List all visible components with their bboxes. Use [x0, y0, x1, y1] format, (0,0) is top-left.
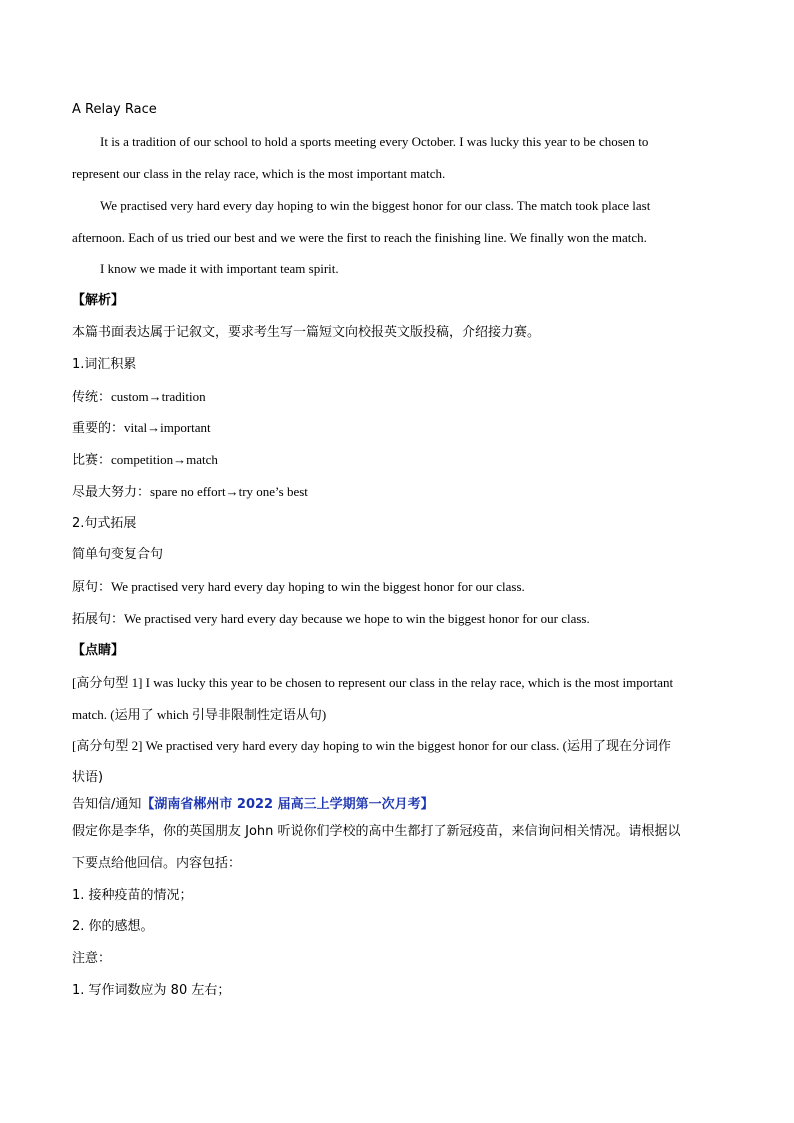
essay-paragraph-3: I know we made it with important team spirit. — [100, 261, 339, 276]
original-sentence — [72, 578, 732, 597]
expanded-label: 拓展句： — [72, 612, 125, 627]
vocab-text: custom→tradition — [111, 389, 206, 404]
task-header — [72, 796, 732, 814]
essay-title: A Relay Race — [72, 102, 157, 117]
expanded-sentence — [72, 610, 732, 629]
vocab-item — [72, 451, 732, 470]
highlight-sentence-2-line-1: [高分句型 2] We practised very hard every day hoping to win the biggest honor for our class. (运用了现在分词作 — [72, 738, 671, 753]
essay-paragraph-1-line-2: represent our class in the relay race, which is the most important match. — [72, 166, 446, 181]
highlights-heading: 【点睛】 — [72, 643, 125, 658]
vocab-label: 传统： — [72, 390, 112, 405]
expanded-text: We practised very hard every day because we hope to win the biggest honor for our class. — [124, 611, 590, 626]
analysis-heading: 【解析】 — [72, 293, 125, 308]
highlight-sentence-1-line-2: match. (运用了 which 引导非限制性定语从句) — [72, 707, 327, 722]
sentence-subtitle: 简单句变复合句 — [72, 547, 164, 562]
vocab-label: 比赛： — [72, 453, 112, 468]
task-prompt-line-1: 假定你是李华，你的英国朋友 John 听说你们学校的高中生都打了新冠疫苗，来信询问相关情况。请根据以 — [72, 824, 681, 839]
original-text: We practised very hard every day hoping to win the biggest honor for our class. — [111, 579, 525, 594]
vocab-text: spare no effort→try one’s best — [150, 484, 308, 499]
original-label: 原句： — [72, 580, 112, 595]
vocab-title: 1.词汇积累 — [72, 357, 137, 372]
vocab-item — [72, 419, 732, 438]
vocab-label: 重要的： — [72, 421, 125, 436]
task-category: 告知信/通知 — [72, 797, 142, 812]
vocab-text: vital→important — [124, 420, 211, 435]
vocab-item — [72, 388, 732, 407]
vocab-item — [72, 483, 732, 502]
analysis-intro: 本篇书面表达属于记叙文，要求考生写一篇短文向校报英文版投稿，介绍接力赛。 — [72, 325, 541, 340]
essay-paragraph-2-line-2: afternoon. Each of us tried our best and we were the first to reach the finishing line. We finally won the match. — [72, 230, 647, 245]
sentence-title: 2.句式拓展 — [72, 516, 137, 531]
note-label: 注意： — [72, 951, 112, 966]
vocab-text: competition→match — [111, 452, 218, 467]
highlight-sentence-2-line-2: 状语) — [72, 770, 104, 785]
task-prompt-line-2: 下要点给他回信。内容包括： — [72, 856, 242, 871]
vocab-label: 尽最大努力： — [72, 485, 151, 500]
task-source: 【湖南省郴州市 2022 届高三上学期第一次月考】 — [141, 797, 434, 812]
essay-paragraph-1-line-1: It is a tradition of our school to hold a sports meeting every October. I was lucky this year to be chosen to — [100, 134, 649, 149]
note-1: 1. 写作词数应为 80 左右； — [72, 983, 231, 998]
highlight-sentence-1-line-1: [高分句型 1] I was lucky this year to be chosen to represent our class in the relay race, which is the most important — [72, 675, 674, 690]
task-point-2: 2. 你的感想。 — [72, 919, 154, 934]
essay-paragraph-2-line-1: We practised very hard every day hoping to win the biggest honor for our class. The match took place last — [100, 198, 651, 213]
task-point-1: 1. 接种疫苗的情况； — [72, 888, 193, 903]
